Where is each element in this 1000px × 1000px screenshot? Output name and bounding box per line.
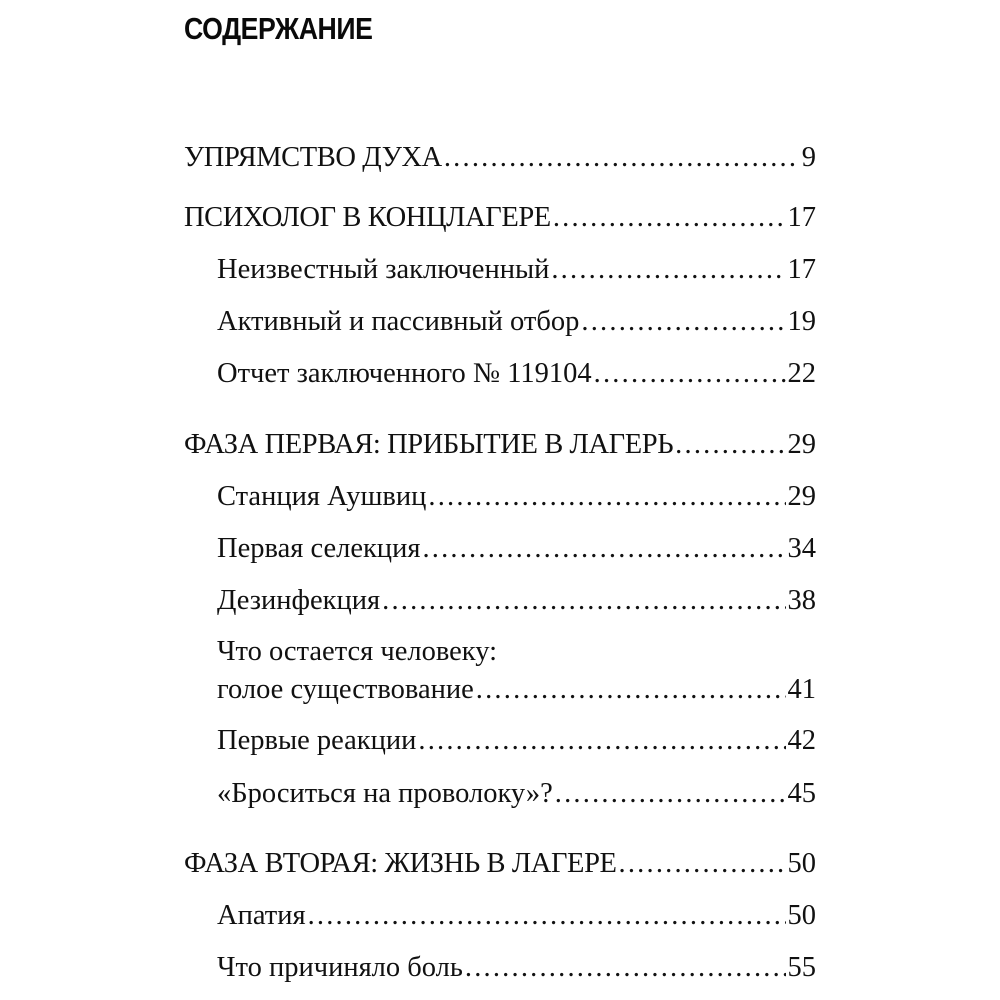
toc-entry-page: 29 [787, 429, 816, 460]
dot-leader [555, 777, 786, 811]
toc-entry [184, 141, 816, 175]
dot-leader [382, 584, 785, 618]
dot-leader [418, 724, 785, 758]
toc-entry [184, 201, 816, 235]
dot-leader [594, 357, 786, 391]
toc-entry-label: Отчет заключенного № 119104 [217, 358, 592, 389]
dot-leader [465, 951, 786, 985]
toc-entry-page: 55 [787, 952, 816, 983]
toc-entry-label: «Броситься на проволоку»? [217, 778, 553, 809]
toc-entry-label: Неизвестный заключенный [217, 254, 550, 285]
toc-entry-page: 42 [787, 725, 816, 756]
toc-entry-page: 29 [787, 481, 816, 512]
dot-leader [619, 847, 786, 881]
toc-entry [184, 847, 816, 881]
toc-entry-label: Дезинфекция [217, 585, 381, 616]
dot-leader [428, 480, 785, 514]
toc-entry-page: 41 [787, 674, 816, 705]
toc-entry [217, 584, 816, 618]
toc-entry-page: 22 [787, 358, 816, 389]
dot-leader [476, 673, 786, 707]
toc-entry [217, 305, 816, 339]
toc-entry-label: голое существование [217, 674, 474, 705]
toc-entry-label-line1: Что остается человеку: [217, 636, 498, 667]
toc-entry-label: Что причиняло боль [217, 952, 463, 983]
toc-entry [217, 532, 816, 566]
toc-entry-label: ПСИХОЛОГ В КОНЦЛАГЕРЕ [184, 202, 551, 233]
toc-entry-page: 45 [787, 778, 816, 809]
toc-entry-page: 50 [787, 900, 816, 931]
toc-entry [217, 951, 816, 985]
toc-entry-label: УПРЯМСТВО ДУХА [184, 142, 442, 173]
toc-entry [217, 635, 816, 707]
toc-entry [217, 253, 816, 287]
toc-entry-page: 9 [801, 142, 816, 173]
toc-entry [184, 428, 816, 462]
toc-entry-line2 [217, 673, 816, 707]
dot-leader [553, 201, 786, 235]
dot-leader [675, 428, 785, 462]
toc-entry-page: 19 [787, 306, 816, 337]
toc-entry-label: Активный и пассивный отбор [217, 306, 580, 337]
toc-entry-page: 34 [787, 533, 816, 564]
toc-entry-label: Первые реакции [217, 725, 417, 756]
toc-entry-label: ФАЗА ПЕРВАЯ: ПРИБЫТИЕ В ЛАГЕРЬ [184, 429, 674, 460]
dot-leader [581, 305, 785, 339]
toc-entry [217, 357, 816, 391]
toc-entry-label: ФАЗА ВТОРАЯ: ЖИЗНЬ В ЛАГЕРЕ [184, 848, 617, 879]
toc-entry-label: Апатия [217, 900, 306, 931]
page-title: СОДЕРЖАНИЕ [184, 11, 373, 46]
dot-leader [444, 141, 800, 175]
toc-entry [217, 724, 816, 758]
toc-entry [217, 480, 816, 514]
toc-entry-page: 50 [787, 848, 816, 879]
toc-entry [217, 777, 816, 811]
dot-leader [308, 899, 786, 933]
toc-entry-page: 17 [787, 202, 816, 233]
toc-entry-label: Станция Аушвиц [217, 481, 427, 512]
dot-leader [551, 253, 785, 287]
toc-entry [217, 899, 816, 933]
toc-entry-label: Первая селекция [217, 533, 421, 564]
toc-entry-page: 17 [787, 254, 816, 285]
dot-leader [422, 532, 785, 566]
toc-entry-page: 38 [787, 585, 816, 616]
